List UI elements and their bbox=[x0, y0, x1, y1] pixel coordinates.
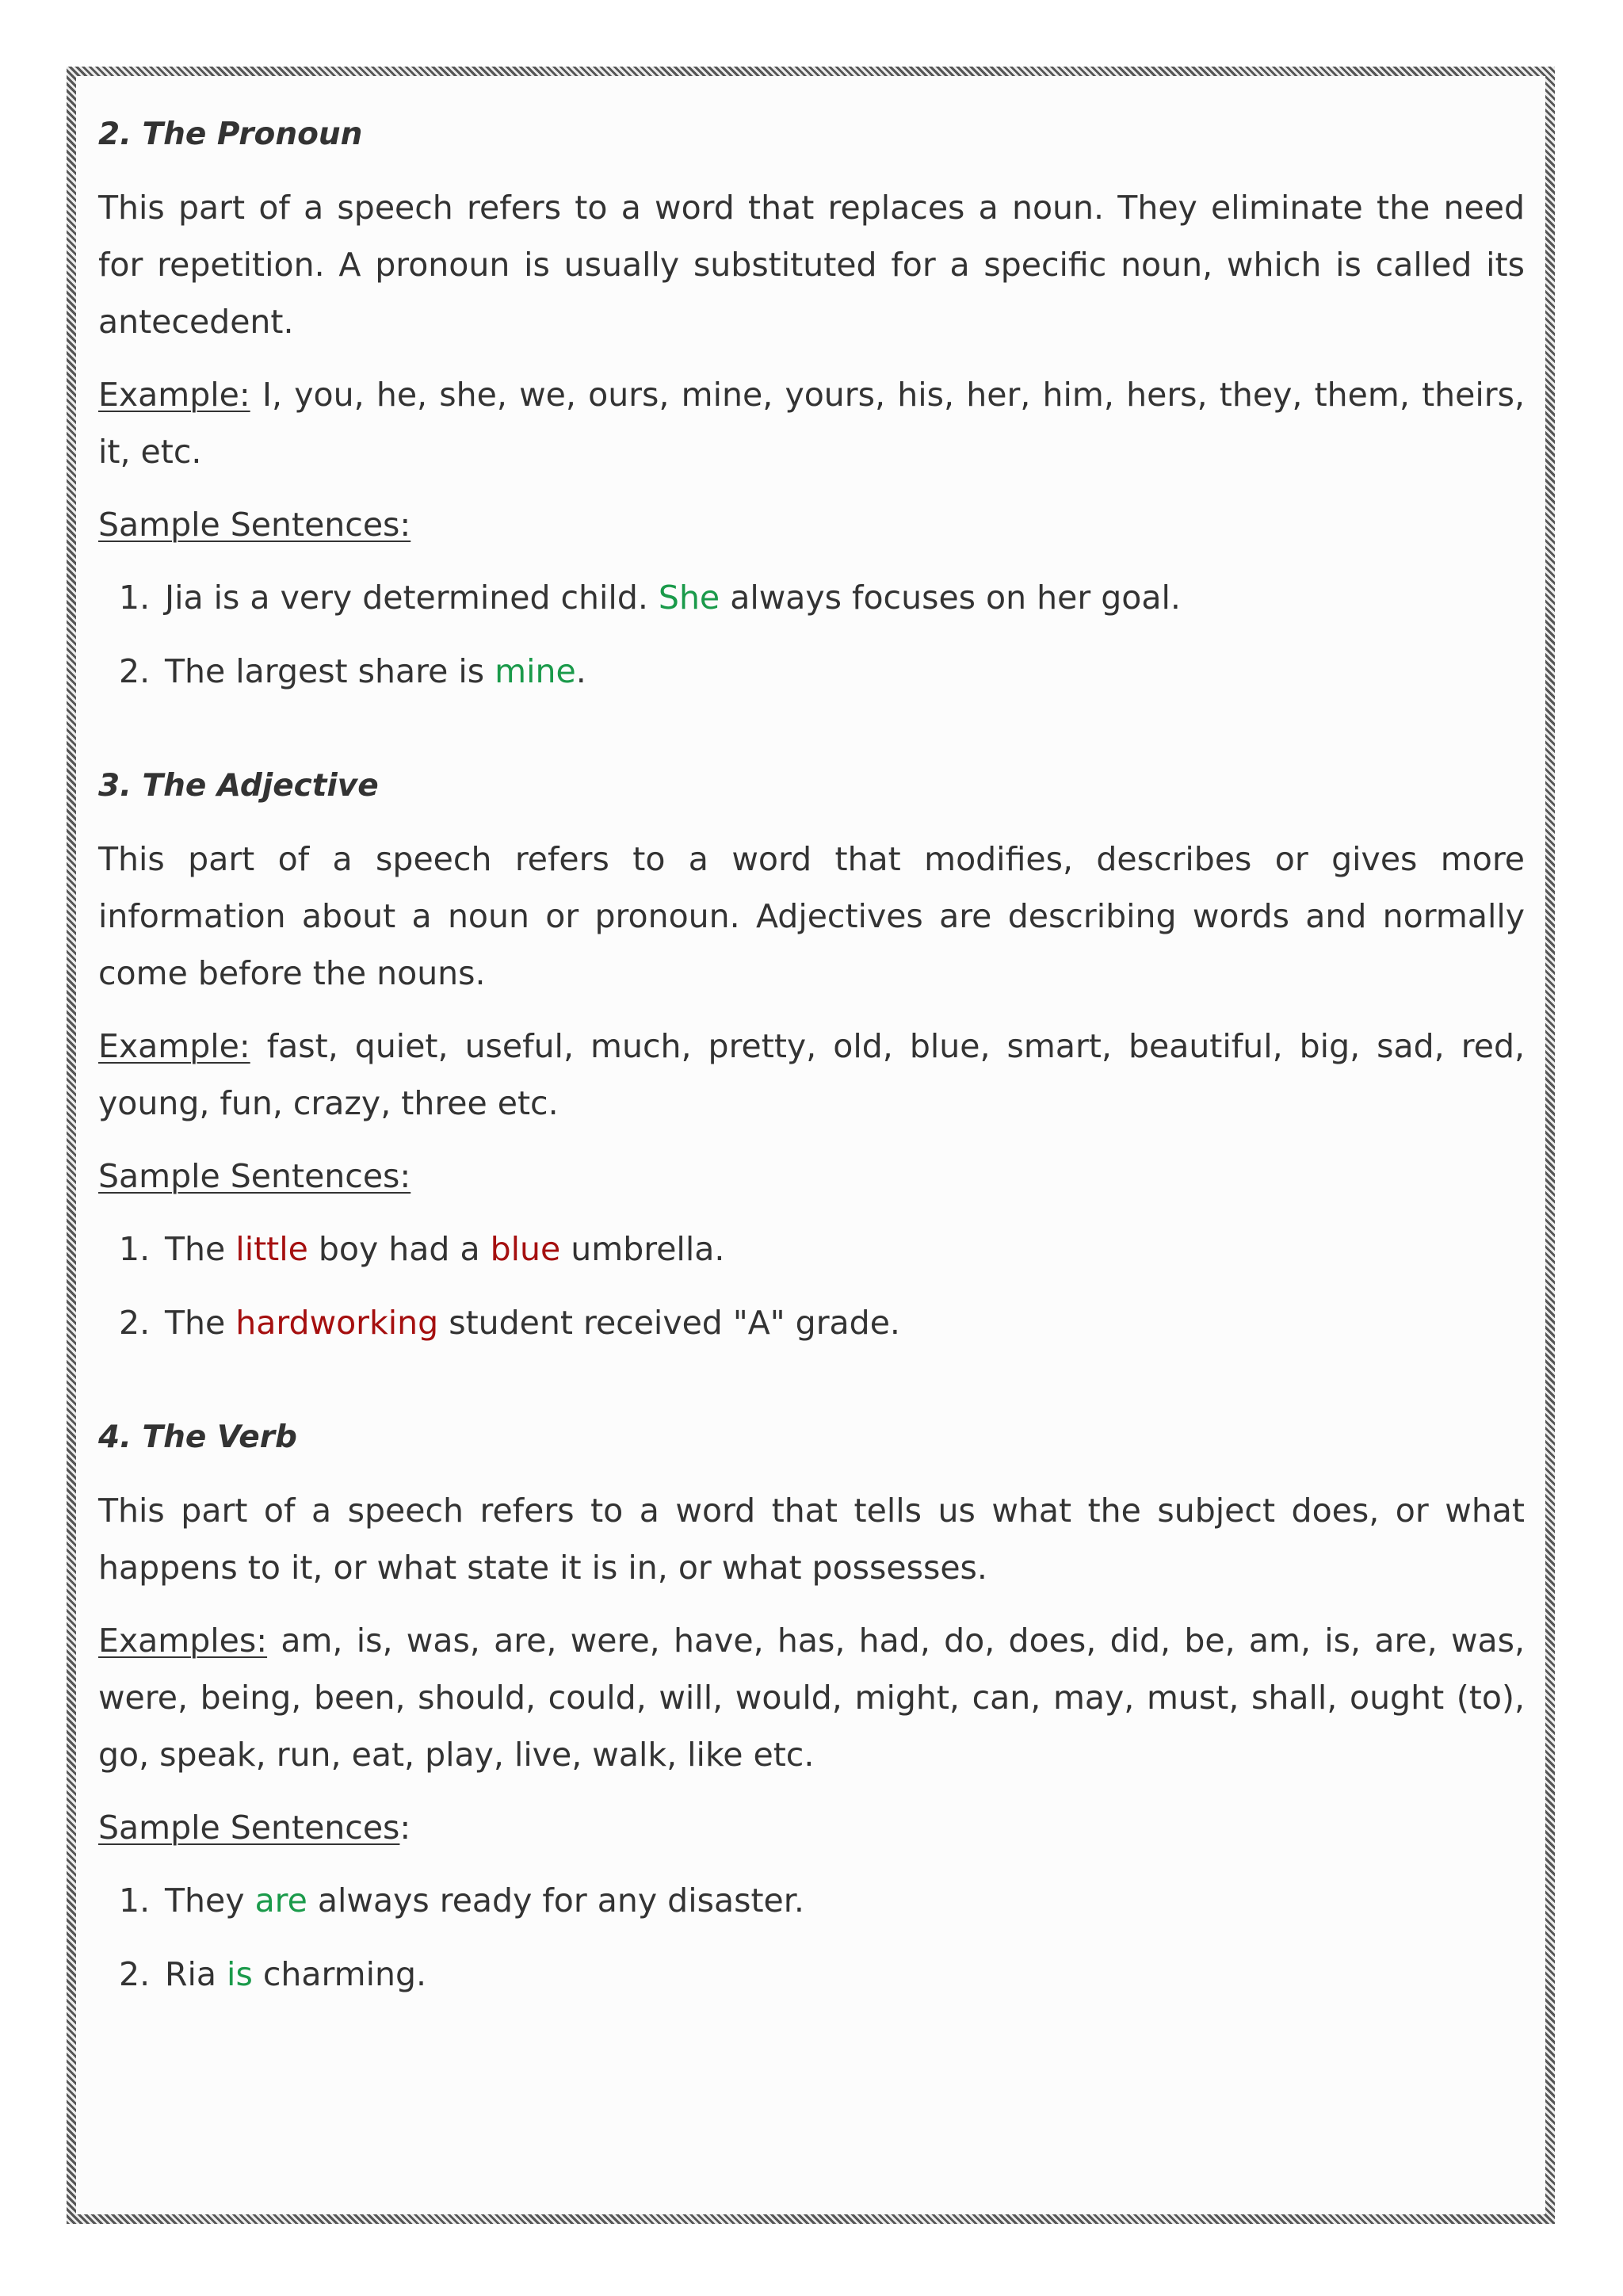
section-title: 4. The Verb bbox=[98, 1419, 297, 1455]
section-verb bbox=[98, 1408, 1525, 2003]
sentence-text: always ready for any disaster. bbox=[307, 1881, 804, 1920]
list-item bbox=[98, 1221, 1525, 1278]
sentence-text: The bbox=[165, 1304, 236, 1342]
sentence-list bbox=[98, 1221, 1525, 1351]
sentence-text: student received "A" grade. bbox=[438, 1304, 900, 1342]
sentence-list bbox=[98, 569, 1525, 700]
list-item bbox=[98, 569, 1525, 626]
highlighted-word: is bbox=[227, 1955, 253, 1993]
sentence-list bbox=[98, 1872, 1525, 2003]
section-adjective bbox=[98, 756, 1525, 1351]
example-label: Examples: bbox=[98, 1622, 268, 1660]
sentence-text: The largest share is bbox=[165, 652, 495, 690]
list-item bbox=[98, 1872, 1525, 1929]
document-content bbox=[98, 105, 1525, 2019]
list-number: 2. bbox=[119, 1955, 151, 1993]
example-paragraph bbox=[98, 366, 1525, 480]
section-spacer bbox=[98, 716, 1525, 756]
highlighted-word: hardworking bbox=[235, 1304, 439, 1342]
example-text: fast, quiet, useful, much, pretty, old, blue, smart, beautiful, big, sad, red, young, fun, crazy, three etc. bbox=[98, 1027, 1525, 1122]
example-paragraph bbox=[98, 1612, 1525, 1783]
list-item bbox=[98, 643, 1525, 700]
sample-sentences-label: Sample Sentences: bbox=[98, 1157, 411, 1195]
sentence-text: always focuses on her goal. bbox=[720, 579, 1181, 617]
sample-sentences-heading bbox=[98, 1148, 1525, 1205]
sample-sentences-label: Sample Sentences bbox=[98, 1809, 400, 1847]
list-item bbox=[98, 1294, 1525, 1351]
example-label: Example: bbox=[98, 1027, 250, 1065]
section-spacer bbox=[98, 1368, 1525, 1408]
definition-paragraph: This part of a speech refers to a word that tells us what the subject does, or what happens to it, or what state it is in, or what possesses. bbox=[98, 1492, 1525, 1587]
sentence-text: Ria bbox=[165, 1955, 227, 1993]
highlighted-word: mine bbox=[495, 652, 576, 690]
definition-paragraph: This part of a speech refers to a word that replaces a noun. They eliminate the need for repetition. A pronoun is usually substituted for a specific noun, which is called its antecedent. bbox=[98, 189, 1525, 341]
sentence-text: They bbox=[165, 1881, 255, 1920]
sample-sentences-heading bbox=[98, 1799, 1525, 1856]
sentence-text: umbrella. bbox=[560, 1230, 725, 1268]
example-label: Example: bbox=[98, 376, 250, 414]
sample-sentences-heading bbox=[98, 496, 1525, 553]
example-paragraph bbox=[98, 1018, 1525, 1132]
example-text: am, is, was, are, were, have, has, had, do, does, did, be, am, is, are, was, were, being, been, should, could, will, would, might, can, may, must, shall, ought (to), go, speak, run, eat, play, live, walk, like etc. bbox=[98, 1622, 1525, 1774]
list-item bbox=[98, 1946, 1525, 2003]
section-title: 3. The Adjective bbox=[98, 768, 379, 804]
section-title: 2. The Pronoun bbox=[98, 117, 363, 152]
highlighted-word: are bbox=[254, 1881, 307, 1920]
sentence-text: charming. bbox=[252, 1955, 427, 1993]
example-text: I, you, he, she, we, ours, mine, yours, his, her, him, hers, they, them, theirs, it, etc. bbox=[98, 376, 1525, 471]
list-number: 1. bbox=[119, 579, 151, 617]
list-number: 2. bbox=[119, 1304, 151, 1342]
highlighted-word: She bbox=[658, 579, 720, 617]
list-number: 1. bbox=[119, 1230, 151, 1268]
section-pronoun bbox=[98, 105, 1525, 700]
sentence-text: The bbox=[165, 1230, 236, 1268]
highlighted-word: blue bbox=[490, 1230, 561, 1268]
sentence-text: Jia is a very determined child. bbox=[165, 579, 659, 617]
sentence-text: boy had a bbox=[307, 1230, 491, 1268]
list-number: 2. bbox=[119, 652, 151, 690]
sample-sentences-label: Sample Sentences: bbox=[98, 506, 411, 544]
sample-sentences-suffix: : bbox=[399, 1809, 411, 1847]
definition-paragraph: This part of a speech refers to a word that modifies, describes or gives more information about a noun or pronoun. Adjectives are describing words and normally come before the nouns. bbox=[98, 840, 1525, 992]
sentence-text: . bbox=[575, 652, 586, 690]
highlighted-word: little bbox=[235, 1230, 308, 1268]
list-number: 1. bbox=[119, 1881, 151, 1920]
